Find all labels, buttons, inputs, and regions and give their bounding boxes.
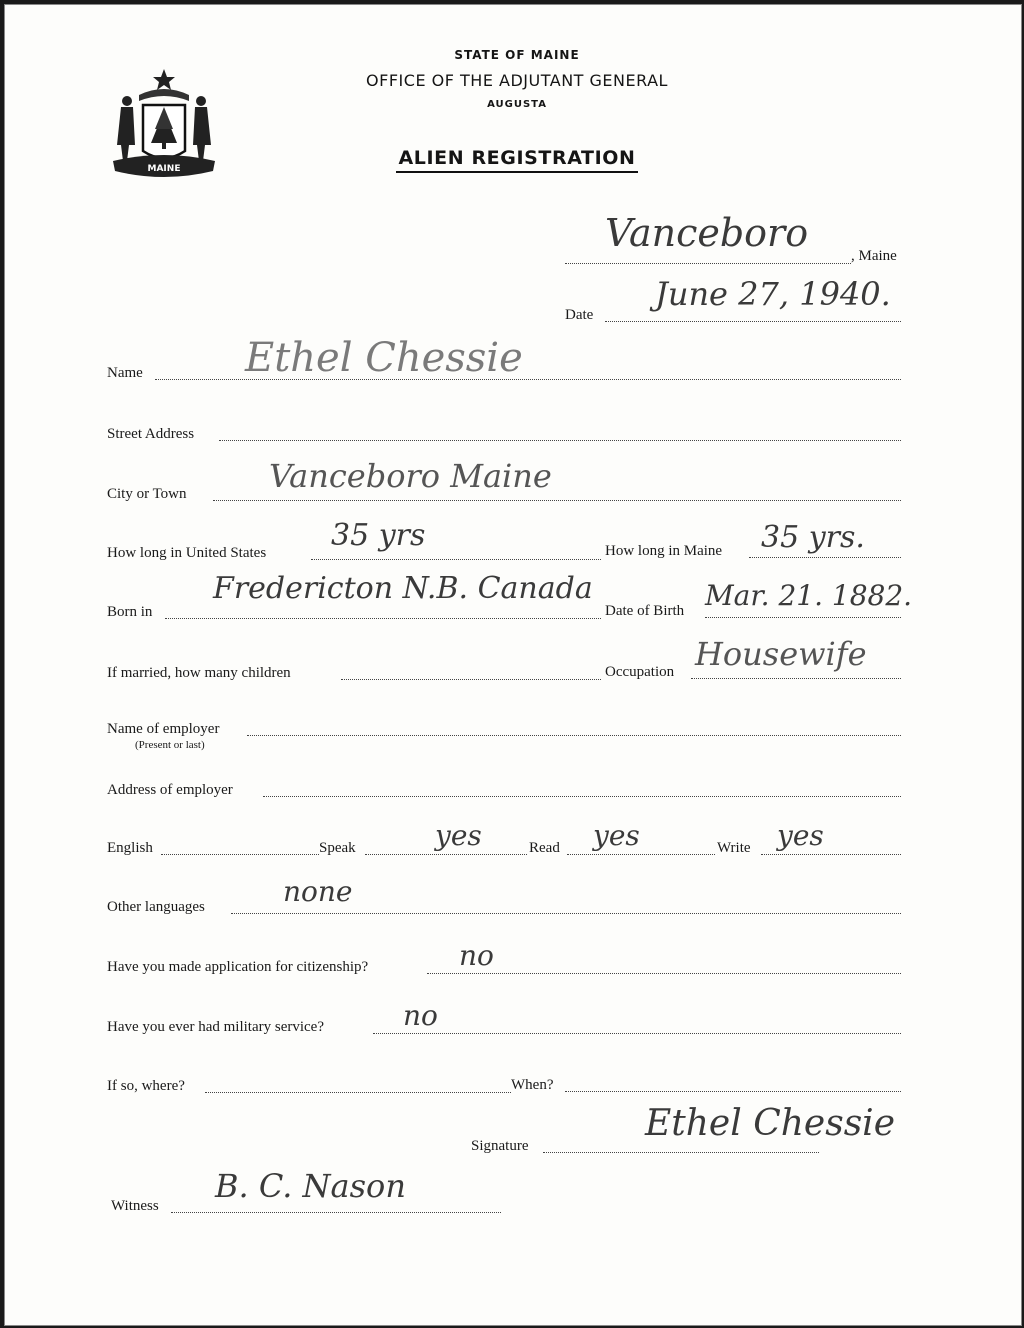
occupation-entry: Housewife bbox=[695, 635, 867, 673]
occupation-label: Occupation bbox=[605, 664, 675, 680]
read-line bbox=[567, 854, 715, 855]
employer-sub-label: (Present or last) bbox=[135, 739, 205, 751]
years-maine-entry: 35 yrs. bbox=[761, 520, 865, 555]
street-label: Street Address bbox=[107, 426, 195, 442]
years-us-label: How long in United States bbox=[107, 545, 267, 561]
state-heading: STATE OF MAINE bbox=[454, 48, 580, 62]
born-in-label: Born in bbox=[107, 604, 153, 620]
city-line bbox=[213, 500, 901, 501]
employer-address-line bbox=[263, 796, 901, 797]
where-label: If so, where? bbox=[107, 1078, 185, 1094]
born-in-entry: Fredericton N.B. Canada bbox=[213, 571, 593, 606]
born-in-line bbox=[165, 618, 601, 619]
city-entry: Vanceboro Maine bbox=[269, 457, 552, 495]
witness-entry: B. C. Nason bbox=[215, 1167, 406, 1205]
citizenship-line bbox=[427, 973, 901, 974]
citizenship-label: Have you made application for citizenship? bbox=[107, 959, 369, 975]
employer-address-label: Address of employer bbox=[107, 782, 233, 798]
name-label: Name bbox=[107, 365, 143, 381]
where-line bbox=[205, 1092, 511, 1093]
form-title-wrap bbox=[5, 147, 1024, 169]
military-label: Have you ever had military service? bbox=[107, 1019, 324, 1035]
years-us-line bbox=[311, 559, 601, 560]
town-suffix: , Maine bbox=[851, 248, 897, 264]
speak-entry: yes bbox=[435, 819, 482, 852]
children-label: If married, how many children bbox=[107, 665, 291, 681]
military-line bbox=[373, 1033, 901, 1034]
english-line bbox=[161, 854, 319, 855]
when-label: When? bbox=[511, 1077, 554, 1093]
other-languages-label: Other languages bbox=[107, 899, 205, 915]
write-line bbox=[761, 854, 901, 855]
military-entry: no bbox=[403, 999, 438, 1032]
write-label: Write bbox=[717, 840, 751, 856]
employer-line bbox=[247, 735, 901, 736]
english-label: English bbox=[107, 840, 153, 856]
employer-label: Name of employer bbox=[107, 721, 220, 737]
dob-line bbox=[705, 617, 901, 618]
read-label: Read bbox=[529, 840, 560, 856]
town-entry: Vanceboro bbox=[605, 211, 809, 255]
speak-label: Speak bbox=[319, 840, 356, 856]
registration-form bbox=[4, 4, 1022, 1326]
years-maine-label: How long in Maine bbox=[605, 543, 723, 559]
witness-line bbox=[171, 1212, 501, 1213]
office-heading: OFFICE OF THE ADJUTANT GENERAL bbox=[366, 71, 668, 90]
seal-text: MAINE bbox=[147, 164, 181, 174]
citizenship-entry: no bbox=[459, 939, 494, 972]
dob-label: Date of Birth bbox=[605, 603, 685, 619]
date-line bbox=[605, 321, 901, 322]
date-entry: June 27, 1940. bbox=[655, 275, 891, 313]
write-entry: yes bbox=[777, 819, 824, 852]
read-entry: yes bbox=[593, 819, 640, 852]
street-line bbox=[219, 440, 901, 441]
other-languages-entry: none bbox=[283, 875, 353, 908]
date-label: Date bbox=[565, 307, 594, 323]
speak-line bbox=[365, 854, 527, 855]
when-line bbox=[565, 1091, 901, 1092]
witness-label: Witness bbox=[111, 1198, 159, 1214]
occupation-line bbox=[691, 678, 901, 679]
years-maine-line bbox=[749, 557, 901, 558]
signature-entry: Ethel Chessie bbox=[645, 1103, 895, 1144]
dob-entry: Mar. 21. 1882. bbox=[705, 579, 913, 612]
children-line bbox=[341, 679, 601, 680]
years-us-entry: 35 yrs bbox=[331, 518, 426, 553]
name-entry: Ethel Chessie bbox=[245, 335, 523, 381]
form-title: ALIEN REGISTRATION bbox=[396, 147, 637, 173]
town-line bbox=[565, 263, 851, 264]
other-languages-line bbox=[231, 913, 901, 914]
signature-line bbox=[543, 1152, 819, 1153]
city-heading: AUGUSTA bbox=[487, 99, 547, 110]
signature-label: Signature bbox=[471, 1138, 529, 1154]
city-label: City or Town bbox=[107, 486, 187, 502]
